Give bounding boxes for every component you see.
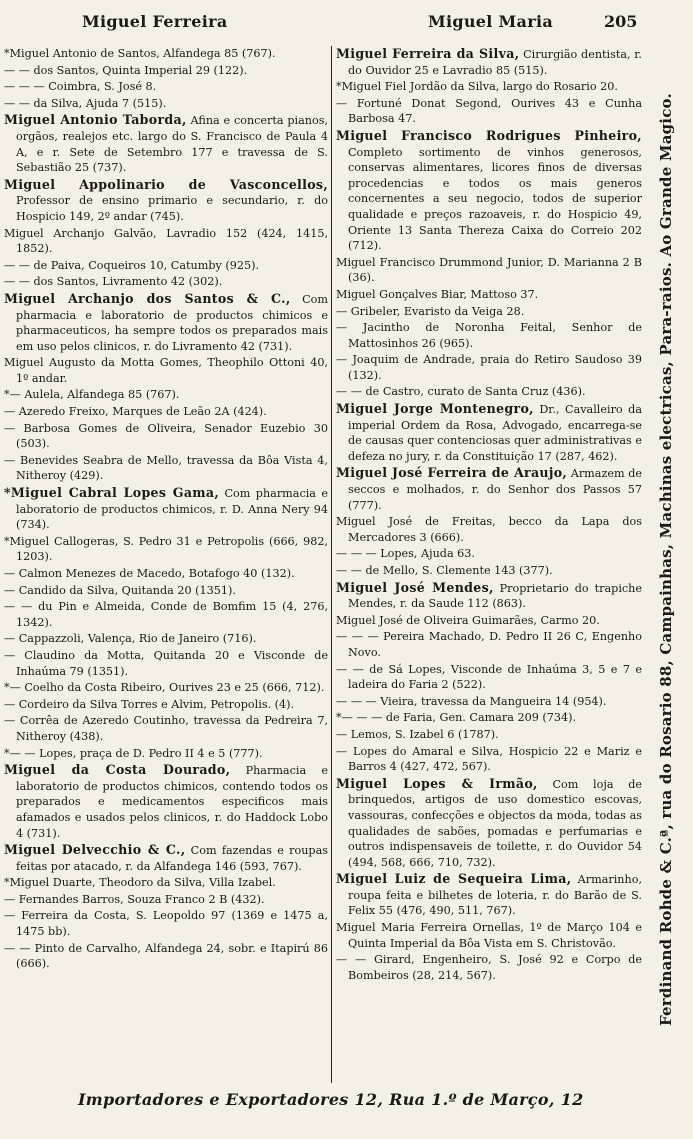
directory-entry	[336, 580, 642, 612]
directory-entry	[4, 485, 328, 533]
directory-entry	[336, 662, 642, 693]
side-advert-text: Ferdinand Rohde & C.ª, rua do Rosario 88, Campainhas, Machinas electricas, Para-raios. Ao Grande Magico.	[657, 93, 675, 1027]
page-header	[0, 12, 660, 40]
directory-entry	[336, 46, 642, 78]
directory-entry	[336, 727, 642, 743]
directory-entry	[4, 941, 328, 972]
entry-text: — — — Lopes, Ajuda 63.	[336, 547, 475, 561]
entry-text: Dr., Cavalleiro da imperial Ordem da Rosa, Advogado, encarrega-se de causas quer contenciosas quer administrativas e defeza no jury, r. da Constituição 17 (287, 462).	[348, 403, 642, 463]
directory-entry	[336, 694, 642, 710]
directory-entry	[4, 648, 328, 679]
entry-text: Com pharmacia e laboratorio de productos chimicos, r. D. Anna Nery 94 (734).	[16, 487, 328, 532]
directory-entry	[336, 952, 642, 983]
directory-entry	[4, 746, 328, 762]
directory-entry	[336, 465, 642, 513]
directory-entry	[336, 871, 642, 919]
entry-text: *— — — de Faria, Gen. Camara 209 (734).	[336, 711, 577, 725]
directory-entry	[4, 112, 328, 175]
entry-text: Afina e concerta pianos, orgãos, realejos etc. largo do S. Francisco de Paula 4 A, e r. Sete de Setembro 177 e travessa de S. Sebastião 25 (737).	[16, 114, 328, 175]
entry-text: Professor de ensino primario e secundario, r. do Hospicio 149, 2º andar (745).	[16, 194, 328, 223]
directory-entry	[4, 404, 328, 420]
entry-text: *— Aulela, Alfandega 85 (767).	[4, 388, 180, 402]
entry-text: Miguel Gonçalves Biar, Mattoso 37.	[336, 287, 539, 301]
directory-entry	[336, 128, 642, 254]
entry-text: *Miguel Antonio de Santos, Alfandega 85 (767).	[4, 47, 276, 60]
directory-entry	[4, 387, 328, 403]
entry-name: *Miguel Cabral Lopes Gama,	[4, 485, 220, 501]
directory-entry	[4, 96, 328, 112]
directory-entry	[336, 744, 642, 775]
entry-text: — Lopes do Amaral e Silva, Hospicio 22 e Mariz e Barros 4 (427, 472, 567).	[336, 744, 642, 774]
entry-text: — — — Vieira, travessa da Mangueira 14 (954).	[336, 694, 607, 708]
directory-entry	[4, 631, 328, 647]
directory-entry	[336, 352, 642, 383]
directory-entry	[336, 96, 642, 127]
directory-entry	[336, 613, 642, 629]
entry-text: — — de Paiva, Coqueiros 10, Catumby (925).	[4, 258, 260, 272]
directory-entry	[4, 274, 328, 290]
entry-name: Miguel Francisco Rodrigues Pinheiro,	[336, 127, 642, 143]
entry-text: *Miguel Duarte, Theodoro da Silva, Villa Izabel.	[4, 876, 276, 890]
entry-name: Miguel José Mendes,	[336, 579, 494, 595]
directory-entry	[336, 629, 642, 660]
directory-entry	[4, 226, 328, 257]
entry-text: — — de Castro, curato de Santa Cruz (436).	[336, 385, 586, 399]
entry-text: Cirurgião dentista, r. do Ouvidor 25 e Lavradio 85 (515).	[348, 48, 642, 77]
directory-entry	[336, 384, 642, 400]
entry-name: Miguel José Ferreira de Araujo,	[336, 465, 568, 481]
directory-entry	[4, 177, 328, 225]
directory-entry	[4, 842, 328, 874]
directory-entry	[4, 892, 328, 908]
header-left-title: Miguel Ferreira	[82, 12, 228, 31]
entry-text: — Azeredo Freixo, Marques de Leão 2A (424).	[4, 405, 267, 419]
entry-text: Completo sortimento de vinhos generosos, conservas alimentares, licores finos de diversas procedencias e todos os mais generos concernentes a seu negocio, todos de superior qualidade e preços razoaveis, r. do Hospicio 49, Oriente 13 Santa Thereza Caixa do Correio 202 (712).	[348, 145, 642, 253]
entry-text: Pharmacia e laboratorio de productos chimicos, contendo todos os preparados e medicamentos especificos mais afamados e usados pelos clinicos, r. do Haddock Lobo 4 (731).	[16, 764, 328, 840]
directory-entry	[336, 320, 642, 351]
entry-text: — — Girard, Engenheiro, S. José 92 e Corpo de Bombeiros (28, 214, 567).	[336, 953, 642, 982]
entry-text: — Cordeiro da Silva Torres e Alvim, Petropolis. (4).	[4, 697, 295, 711]
entry-name: Miguel Ferreira da Silva,	[336, 46, 520, 61]
directory-entry	[336, 401, 642, 464]
entry-name: Miguel Archanjo dos Santos & C.,	[4, 290, 291, 306]
entry-text: *Miguel Fiel Jordão da Silva, largo do Rosario 20.	[336, 80, 618, 94]
entry-text: *— — Lopes, praça de D. Pedro II 4 e 5 (777).	[4, 746, 263, 760]
directory-entry	[4, 63, 328, 79]
entry-text: Armazem de seccos e molhados, r. do Senhor dos Passos 57 (777).	[348, 467, 642, 512]
directory-entry	[4, 566, 328, 582]
directory-entry	[4, 355, 328, 386]
directory-entry	[336, 563, 642, 579]
entry-text: Miguel Francisco Drummond Junior, D. Marianna 2 B (36).	[336, 255, 642, 285]
directory-entry	[4, 908, 328, 939]
entry-text: *Miguel Callogeras, S. Pedro 31 e Petropolis (666, 982, 1203).	[4, 534, 328, 564]
left-column	[4, 46, 328, 1083]
directory-entry	[336, 79, 642, 95]
directory-entry	[4, 291, 328, 354]
entry-name: Miguel Appolinario de Vasconcellos,	[4, 176, 328, 192]
directory-entry	[336, 255, 642, 286]
entry-text: — Barbosa Gomes de Oliveira, Senador Euzebio 30 (503).	[4, 421, 328, 451]
entry-text: Miguel Augusto da Motta Gomes, Theophilo Ottoni 40, 1º andar.	[4, 356, 328, 385]
directory-entry	[336, 710, 642, 726]
entry-text: Miguel José de Freitas, becco da Lapa dos Mercadores 3 (666).	[336, 515, 642, 544]
header-center-title: Miguel Maria	[428, 12, 553, 31]
entry-text: — — — Pereira Machado, D. Pedro II 26 C, Engenho Novo.	[336, 630, 642, 659]
entry-text: — Claudino da Motta, Quitanda 20 e Visconde de Inhaúma 79 (1351).	[4, 648, 328, 678]
entry-text: — Ferreira da Costa, S. Leopoldo 97 (1369 e 1475 a, 1475 bb).	[4, 909, 328, 939]
entry-text: — Gribeler, Evaristo da Veiga 28.	[336, 304, 525, 318]
directory-entry	[336, 920, 642, 951]
entry-name: Miguel Jorge Montenegro,	[336, 401, 534, 417]
directory-entry	[336, 304, 642, 320]
entry-text: — — dos Santos, Livramento 42 (302).	[4, 275, 223, 289]
side-advert	[655, 40, 693, 1080]
directory-entry	[4, 680, 328, 696]
directory-entry	[4, 79, 328, 95]
entry-name: Miguel da Costa Dourado,	[4, 762, 231, 778]
directory-entry	[4, 534, 328, 565]
directory-entry	[4, 762, 328, 841]
entry-text: — Candido da Silva, Quitanda 20 (1351).	[4, 583, 236, 597]
entry-text: Miguel Maria Ferreira Ornellas, 1º de Março 104 e Quinta Imperial da Bôa Vista em S. Christovão.	[336, 921, 642, 950]
entry-name: Miguel Delvecchio & C.,	[4, 842, 186, 858]
footer-advert: Importadores e Exportadores 12, Rua 1.º de Março, 12	[78, 1090, 584, 1109]
entry-text: — Fortuné Donat Segond, Ourives 43 e Cunha Barbosa 47.	[336, 96, 642, 126]
entry-text: Miguel José de Oliveira Guimarães, Carmo 20.	[336, 613, 600, 627]
directory-entry	[4, 421, 328, 452]
entry-text: Proprietario do trapiche Mendes, r. da Saude 112 (863).	[348, 581, 642, 611]
entry-text: Miguel Archanjo Galvão, Lavradio 152 (424, 1415, 1852).	[4, 226, 328, 256]
entry-text: — — dos Santos, Quinta Imperial 29 (122).	[4, 63, 248, 77]
entry-text: — — Pinto de Carvalho, Alfandega 24, sobr. e Itapirú 86 (666).	[4, 941, 328, 971]
page-number: 205	[604, 12, 638, 31]
directory-entry	[336, 287, 642, 303]
column-divider	[331, 46, 332, 1083]
entry-text: Com fazendas e roupas feitas por atacado, r. da Alfandega 146 (593, 767).	[16, 844, 328, 873]
entry-text: — Joaquim de Andrade, praia do Retiro Saudoso 39 (132).	[336, 353, 642, 382]
entry-text: — — de Mello, S. Clemente 143 (377).	[336, 564, 553, 577]
entry-text: — Lemos, S. Izabel 6 (1787).	[336, 727, 499, 741]
directory-entry	[336, 514, 642, 545]
directory-entry	[4, 258, 328, 274]
entry-text: — Calmon Menezes de Macedo, Botafogo 40 (132).	[4, 567, 295, 580]
entry-text: — Fernandes Barros, Souza Franco 2 B (432).	[4, 892, 265, 906]
entry-text: — — — Coimbra, S. José 8.	[4, 80, 157, 94]
directory-entry	[4, 875, 328, 891]
directory-entry	[336, 546, 642, 562]
directory-entry	[4, 453, 328, 484]
entry-text: Armarinho, roupa feita e bilhetes de loteria, r. do Barão de S. Felix 55 (476, 490, 511, 767).	[348, 873, 642, 918]
directory-entry	[4, 46, 328, 62]
entry-name: Miguel Lopes & Irmão,	[336, 775, 538, 791]
entry-text: — — de Sá Lopes, Visconde de Inhaúma 3, 5 e 7 e ladeira do Faria 2 (522).	[336, 662, 642, 692]
entry-name: Miguel Luiz de Sequeira Lima,	[336, 871, 572, 887]
entry-text: *— Coelho da Costa Ribeiro, Ourives 23 e 25 (666, 712).	[4, 681, 325, 695]
directory-entry	[336, 776, 642, 871]
entry-text: — — du Pin e Almeida, Conde de Bomfim 15 (4, 276, 1342).	[4, 600, 328, 629]
directory-entry	[4, 599, 328, 630]
entry-text: — Jacintho de Noronha Feital, Senhor de Mattosinhos 26 (965).	[336, 321, 642, 350]
entry-text: — Benevides Seabra de Mello, travessa da Bôa Vista 4, Nitheroy (429).	[4, 453, 328, 483]
entry-text: — Corrêa de Azeredo Coutinho, travessa da Pedreira 7, Nitheroy (438).	[4, 714, 328, 743]
right-column	[336, 46, 642, 1083]
directory-entry	[4, 713, 328, 744]
directory-entry	[4, 697, 328, 713]
entry-text: — Cappazzoli, Valença, Rio de Janeiro (716).	[4, 632, 257, 646]
directory-entry	[4, 583, 328, 599]
entry-text: Com pharmacia e laboratorio de productos chimicos e pharmaceuticos, ha sempre todos os preparados mais em uso pelos clinicos, r. do Livramento 42 (731).	[16, 292, 328, 353]
entry-name: Miguel Antonio Taborda,	[4, 112, 187, 128]
entry-text: Com loja de brinquedos, artigos de uso domestico escovas, vassouras, confecções e objectos da moda, todas as qualidades de sabões, pomadas e perfumarias e outros indispensaveis de toilette, r. do Ouvidor 54 (494, 568, 666, 710, 732).	[348, 777, 642, 869]
entry-text: — — da Silva, Ajuda 7 (515).	[4, 96, 167, 110]
